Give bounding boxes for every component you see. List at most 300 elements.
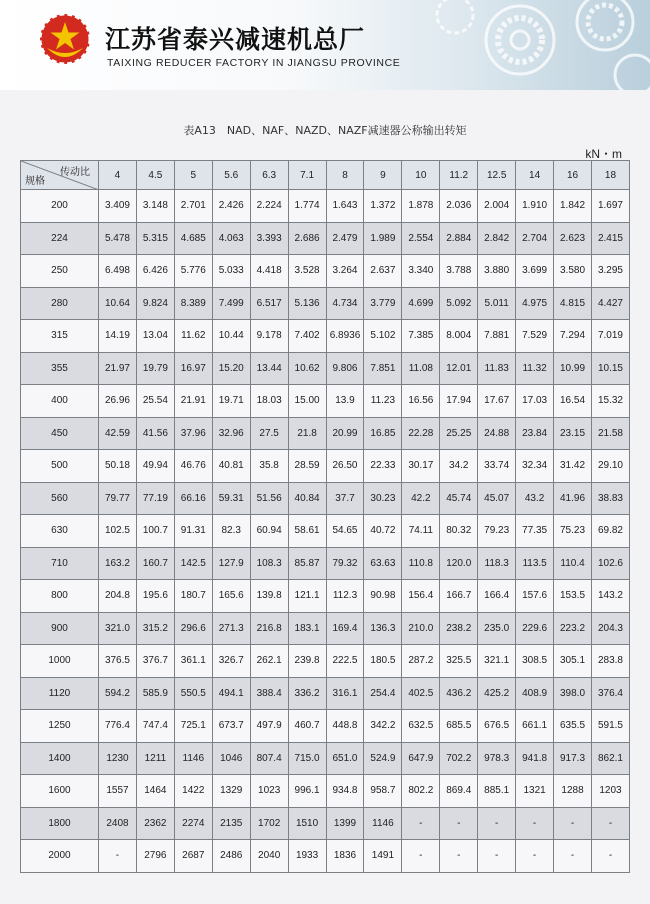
torque-value-cell: 180.5 <box>364 645 402 678</box>
torque-value-cell: 1329 <box>212 775 250 808</box>
torque-value-cell: 3.699 <box>516 255 554 288</box>
torque-value-cell: 1491 <box>364 840 402 873</box>
torque-value-cell: 524.9 <box>364 742 402 775</box>
ratio-column-header: 14 <box>516 161 554 190</box>
torque-value-cell: 3.788 <box>440 255 478 288</box>
spec-cell: 2000 <box>21 840 99 873</box>
torque-value-cell: 7.529 <box>516 320 554 353</box>
torque-value-cell: 1203 <box>591 775 629 808</box>
torque-value-cell: 90.98 <box>364 580 402 613</box>
torque-value-cell: 20.99 <box>326 417 364 450</box>
torque-value-cell: 1836 <box>326 840 364 873</box>
torque-value-cell: 376.7 <box>136 645 174 678</box>
torque-value-cell: 5.011 <box>478 287 516 320</box>
ratio-column-header: 8 <box>326 161 364 190</box>
torque-value-cell: 494.1 <box>212 677 250 710</box>
torque-value-cell: 1046 <box>212 742 250 775</box>
torque-value-cell: 8.389 <box>174 287 212 320</box>
torque-value-cell: 7.019 <box>591 320 629 353</box>
torque-value-cell: 996.1 <box>288 775 326 808</box>
torque-value-cell: 15.20 <box>212 352 250 385</box>
torque-value-cell: 46.76 <box>174 450 212 483</box>
torque-value-cell: 2135 <box>212 807 250 840</box>
torque-value-cell: 30.23 <box>364 482 402 515</box>
table-body <box>21 190 630 873</box>
torque-value-cell: 127.9 <box>212 547 250 580</box>
torque-value-cell: 5.315 <box>136 222 174 255</box>
torque-value-cell: 7.851 <box>364 352 402 385</box>
torque-value-cell: 1.643 <box>326 190 364 223</box>
torque-value-cell: 204.8 <box>99 580 137 613</box>
torque-value-cell: 1422 <box>174 775 212 808</box>
torque-value-cell: 3.340 <box>402 255 440 288</box>
torque-value-cell: 80.32 <box>440 515 478 548</box>
torque-value-cell: 27.5 <box>250 417 288 450</box>
torque-value-cell: 7.499 <box>212 287 250 320</box>
torque-value-cell: 325.5 <box>440 645 478 678</box>
torque-value-cell: 229.6 <box>516 612 554 645</box>
torque-value-cell: 673.7 <box>212 710 250 743</box>
torque-value-cell: 19.79 <box>136 352 174 385</box>
spec-cell: 500 <box>21 450 99 483</box>
torque-value-cell: - <box>478 807 516 840</box>
torque-value-cell: 1.878 <box>402 190 440 223</box>
spec-cell: 1600 <box>21 775 99 808</box>
torque-value-cell: 3.528 <box>288 255 326 288</box>
torque-value-cell: 25.25 <box>440 417 478 450</box>
table-row <box>21 677 630 710</box>
torque-value-cell: 594.2 <box>99 677 137 710</box>
torque-value-cell: 17.67 <box>478 385 516 418</box>
torque-value-cell: 166.4 <box>478 580 516 613</box>
torque-value-cell: 635.5 <box>554 710 592 743</box>
torque-value-cell: 21.58 <box>591 417 629 450</box>
torque-value-cell: 1702 <box>250 807 288 840</box>
torque-value-cell: 9.178 <box>250 320 288 353</box>
torque-value-cell: 802.2 <box>402 775 440 808</box>
torque-value-cell: 3.295 <box>591 255 629 288</box>
torque-value-cell: 685.5 <box>440 710 478 743</box>
torque-value-cell: - <box>554 807 592 840</box>
torque-value-cell: 169.4 <box>326 612 364 645</box>
torque-value-cell: 591.5 <box>591 710 629 743</box>
torque-value-cell: 22.28 <box>402 417 440 450</box>
torque-value-cell: 661.1 <box>516 710 554 743</box>
ratio-column-header: 10 <box>402 161 440 190</box>
torque-value-cell: 388.4 <box>250 677 288 710</box>
torque-value-cell: 121.1 <box>288 580 326 613</box>
torque-value-cell: 8.004 <box>440 320 478 353</box>
torque-value-cell: 460.7 <box>288 710 326 743</box>
spec-cell: 224 <box>21 222 99 255</box>
torque-value-cell: 9.824 <box>136 287 174 320</box>
torque-value-cell: 3.148 <box>136 190 174 223</box>
torque-value-cell: 21.8 <box>288 417 326 450</box>
table-row <box>21 417 630 450</box>
spec-cell: 800 <box>21 580 99 613</box>
torque-value-cell: 676.5 <box>478 710 516 743</box>
torque-value-cell: 10.15 <box>591 352 629 385</box>
torque-value-cell: 436.2 <box>440 677 478 710</box>
torque-value-cell: 2040 <box>250 840 288 873</box>
torque-value-cell: 16.85 <box>364 417 402 450</box>
torque-value-cell: 2.004 <box>478 190 516 223</box>
table-row <box>21 287 630 320</box>
torque-value-cell: 3.264 <box>326 255 364 288</box>
torque-value-cell: 321.0 <box>99 612 137 645</box>
torque-value-cell: 2.426 <box>212 190 250 223</box>
torque-value-cell: 136.3 <box>364 612 402 645</box>
table-row <box>21 840 630 873</box>
torque-value-cell: 91.31 <box>174 515 212 548</box>
ratio-column-header: 4 <box>99 161 137 190</box>
torque-value-cell: 1.910 <box>516 190 554 223</box>
torque-value-cell: 210.0 <box>402 612 440 645</box>
torque-value-cell: 204.3 <box>591 612 629 645</box>
torque-value-cell: 321.1 <box>478 645 516 678</box>
torque-value-cell: 163.2 <box>99 547 137 580</box>
torque-value-cell: 118.3 <box>478 547 516 580</box>
ratio-column-header: 5.6 <box>212 161 250 190</box>
torque-value-cell: 51.56 <box>250 482 288 515</box>
torque-value-cell: 6.517 <box>250 287 288 320</box>
torque-value-cell: 497.9 <box>250 710 288 743</box>
torque-value-cell: - <box>440 840 478 873</box>
torque-value-cell: 1023 <box>250 775 288 808</box>
spec-cell: 630 <box>21 515 99 548</box>
torque-value-cell: 142.5 <box>174 547 212 580</box>
torque-value-cell: 7.881 <box>478 320 516 353</box>
torque-value-cell: 3.880 <box>478 255 516 288</box>
torque-value-cell: 326.7 <box>212 645 250 678</box>
torque-value-cell: 42.59 <box>99 417 137 450</box>
torque-value-cell: 74.11 <box>402 515 440 548</box>
torque-value-cell: 31.42 <box>554 450 592 483</box>
torque-value-cell: 112.3 <box>326 580 364 613</box>
torque-value-cell: 79.23 <box>478 515 516 548</box>
torque-value-cell: 166.7 <box>440 580 478 613</box>
torque-value-cell: 37.7 <box>326 482 364 515</box>
torque-value-cell: 16.56 <box>402 385 440 418</box>
torque-value-cell: - <box>516 840 554 873</box>
ratio-column-header: 9 <box>364 161 402 190</box>
torque-value-cell: 550.5 <box>174 677 212 710</box>
torque-value-cell: 32.96 <box>212 417 250 450</box>
torque-value-cell: 2.479 <box>326 222 364 255</box>
spec-cell: 280 <box>21 287 99 320</box>
torque-value-cell: 1146 <box>364 807 402 840</box>
torque-value-cell: 32.34 <box>516 450 554 483</box>
torque-value-cell: 17.03 <box>516 385 554 418</box>
torque-value-cell: 25.54 <box>136 385 174 418</box>
torque-value-cell: 1.372 <box>364 190 402 223</box>
torque-value-cell: 941.8 <box>516 742 554 775</box>
torque-value-cell: 2362 <box>136 807 174 840</box>
torque-value-cell: 869.4 <box>440 775 478 808</box>
torque-value-cell: 42.2 <box>402 482 440 515</box>
spec-cell: 250 <box>21 255 99 288</box>
torque-value-cell: 45.07 <box>478 482 516 515</box>
table-row <box>21 580 630 613</box>
spec-cell: 315 <box>21 320 99 353</box>
torque-value-cell: 4.685 <box>174 222 212 255</box>
torque-value-cell: 7.402 <box>288 320 326 353</box>
torque-value-cell: 21.91 <box>174 385 212 418</box>
torque-value-cell: 651.0 <box>326 742 364 775</box>
torque-value-cell: 60.94 <box>250 515 288 548</box>
torque-value-cell: 40.84 <box>288 482 326 515</box>
torque-value-cell: 336.2 <box>288 677 326 710</box>
torque-value-cell: 2.842 <box>478 222 516 255</box>
spec-cell: 200 <box>21 190 99 223</box>
torque-value-cell: 160.7 <box>136 547 174 580</box>
torque-value-cell: 262.1 <box>250 645 288 678</box>
torque-value-cell: 58.61 <box>288 515 326 548</box>
torque-value-cell: 376.5 <box>99 645 137 678</box>
torque-value-cell: 807.4 <box>250 742 288 775</box>
torque-value-cell: 17.94 <box>440 385 478 418</box>
torque-value-cell: 2796 <box>136 840 174 873</box>
table-row <box>21 320 630 353</box>
spec-cell: 900 <box>21 612 99 645</box>
torque-value-cell: 77.19 <box>136 482 174 515</box>
torque-value-cell: 11.23 <box>364 385 402 418</box>
torque-value-cell: 33.74 <box>478 450 516 483</box>
torque-value-cell: 425.2 <box>478 677 516 710</box>
torque-value-cell: 1464 <box>136 775 174 808</box>
torque-value-cell: 235.0 <box>478 612 516 645</box>
torque-value-cell: - <box>402 840 440 873</box>
torque-value-cell: 6.8936 <box>326 320 364 353</box>
torque-value-cell: 702.2 <box>440 742 478 775</box>
torque-value-cell: 14.19 <box>99 320 137 353</box>
torque-value-cell: 37.96 <box>174 417 212 450</box>
torque-value-cell: 1230 <box>99 742 137 775</box>
corner-header-cell <box>21 161 99 190</box>
torque-value-cell: 11.08 <box>402 352 440 385</box>
torque-value-cell: 13.9 <box>326 385 364 418</box>
table-row <box>21 352 630 385</box>
spec-cell: 1400 <box>21 742 99 775</box>
torque-value-cell: 1.989 <box>364 222 402 255</box>
torque-value-cell: 85.87 <box>288 547 326 580</box>
torque-value-cell: 361.1 <box>174 645 212 678</box>
torque-value-cell: 66.16 <box>174 482 212 515</box>
torque-value-cell: 917.3 <box>554 742 592 775</box>
torque-value-cell: 69.82 <box>591 515 629 548</box>
torque-value-cell: 296.6 <box>174 612 212 645</box>
page-header <box>0 0 650 90</box>
torque-value-cell: 54.65 <box>326 515 364 548</box>
table-row <box>21 450 630 483</box>
torque-value-cell: 402.5 <box>402 677 440 710</box>
torque-value-cell: - <box>99 840 137 873</box>
torque-value-cell: 776.4 <box>99 710 137 743</box>
torque-value-cell: 287.2 <box>402 645 440 678</box>
torque-value-cell: 1.697 <box>591 190 629 223</box>
table-row <box>21 775 630 808</box>
torque-value-cell: 108.3 <box>250 547 288 580</box>
torque-value-cell: 26.50 <box>326 450 364 483</box>
torque-value-cell: 79.77 <box>99 482 137 515</box>
torque-value-cell: 139.8 <box>250 580 288 613</box>
torque-value-cell: - <box>516 807 554 840</box>
table-row <box>21 742 630 775</box>
torque-value-cell: 2.623 <box>554 222 592 255</box>
torque-value-cell: 10.62 <box>288 352 326 385</box>
torque-value-cell: 24.88 <box>478 417 516 450</box>
torque-value-cell: 2408 <box>99 807 137 840</box>
torque-value-cell: 223.2 <box>554 612 592 645</box>
company-name-en: TAIXING REDUCER FACTORY IN JIANGSU PROVINCE <box>107 57 401 69</box>
torque-value-cell: 5.092 <box>440 287 478 320</box>
torque-value-cell: 165.6 <box>212 580 250 613</box>
torque-value-cell: 153.5 <box>554 580 592 613</box>
torque-value-cell: 647.9 <box>402 742 440 775</box>
torque-value-cell: 110.8 <box>402 547 440 580</box>
torque-value-cell: 308.5 <box>516 645 554 678</box>
torque-value-cell: 7.385 <box>402 320 440 353</box>
torque-value-cell: 102.5 <box>99 515 137 548</box>
ratio-column-header: 18 <box>591 161 629 190</box>
torque-value-cell: 11.83 <box>478 352 516 385</box>
torque-value-cell: 10.64 <box>99 287 137 320</box>
torque-value-cell: - <box>402 807 440 840</box>
torque-value-cell: 157.6 <box>516 580 554 613</box>
spec-cell: 710 <box>21 547 99 580</box>
torque-value-cell: 5.102 <box>364 320 402 353</box>
torque-value-cell: 747.4 <box>136 710 174 743</box>
torque-value-cell: - <box>554 840 592 873</box>
torque-value-cell: 2.637 <box>364 255 402 288</box>
torque-value-cell: 305.1 <box>554 645 592 678</box>
spec-cell: 355 <box>21 352 99 385</box>
torque-value-cell: 222.5 <box>326 645 364 678</box>
torque-value-cell: 315.2 <box>136 612 174 645</box>
torque-value-cell: 11.62 <box>174 320 212 353</box>
ratio-column-header: 12.5 <box>478 161 516 190</box>
torque-table <box>20 160 630 873</box>
spec-cell: 1120 <box>21 677 99 710</box>
company-name-cn: 江苏省泰兴减速机总厂 <box>105 25 366 54</box>
torque-value-cell: 283.8 <box>591 645 629 678</box>
spec-header-label: 规格 <box>25 176 45 187</box>
torque-value-cell: 4.975 <box>516 287 554 320</box>
torque-value-cell: 40.72 <box>364 515 402 548</box>
torque-value-cell: 3.409 <box>99 190 137 223</box>
torque-value-cell: 715.0 <box>288 742 326 775</box>
torque-value-cell: 11.32 <box>516 352 554 385</box>
torque-value-cell: 4.427 <box>591 287 629 320</box>
ratio-column-header: 7.1 <box>288 161 326 190</box>
torque-value-cell: 113.5 <box>516 547 554 580</box>
torque-value-cell: 2486 <box>212 840 250 873</box>
torque-value-cell: 2.701 <box>174 190 212 223</box>
torque-value-cell: 156.4 <box>402 580 440 613</box>
spec-cell: 450 <box>21 417 99 450</box>
torque-value-cell: 13.04 <box>136 320 174 353</box>
torque-value-cell: 4.063 <box>212 222 250 255</box>
torque-value-cell: 183.1 <box>288 612 326 645</box>
torque-value-cell: 7.294 <box>554 320 592 353</box>
torque-value-cell: 34.2 <box>440 450 478 483</box>
torque-value-cell: 216.8 <box>250 612 288 645</box>
company-logo-icon <box>38 12 92 66</box>
torque-value-cell: 885.1 <box>478 775 516 808</box>
torque-value-cell: 725.1 <box>174 710 212 743</box>
torque-value-cell: 585.9 <box>136 677 174 710</box>
torque-value-cell: 102.6 <box>591 547 629 580</box>
torque-value-cell: 16.54 <box>554 385 592 418</box>
ratio-column-header: 4.5 <box>136 161 174 190</box>
table-row <box>21 547 630 580</box>
ratio-header-label: 传动比 <box>60 167 90 178</box>
table-row <box>21 482 630 515</box>
torque-value-cell: 4.699 <box>402 287 440 320</box>
torque-value-cell: 45.74 <box>440 482 478 515</box>
torque-value-cell: 254.4 <box>364 677 402 710</box>
torque-value-cell: 41.56 <box>136 417 174 450</box>
torque-value-cell: 29.10 <box>591 450 629 483</box>
torque-value-cell: 82.3 <box>212 515 250 548</box>
torque-value-cell: 316.1 <box>326 677 364 710</box>
torque-value-cell: 28.59 <box>288 450 326 483</box>
torque-value-cell: 50.18 <box>99 450 137 483</box>
torque-value-cell: 2.224 <box>250 190 288 223</box>
torque-value-cell: 239.8 <box>288 645 326 678</box>
torque-value-cell: 23.84 <box>516 417 554 450</box>
torque-value-cell: 5.478 <box>99 222 137 255</box>
torque-value-cell: 79.32 <box>326 547 364 580</box>
torque-value-cell: 398.0 <box>554 677 592 710</box>
table-row <box>21 222 630 255</box>
torque-value-cell: 1146 <box>174 742 212 775</box>
torque-value-cell: 632.5 <box>402 710 440 743</box>
torque-value-cell: 342.2 <box>364 710 402 743</box>
torque-value-cell: 195.6 <box>136 580 174 613</box>
table-row <box>21 255 630 288</box>
torque-value-cell: 448.8 <box>326 710 364 743</box>
torque-value-cell: 862.1 <box>591 742 629 775</box>
torque-value-cell: 15.32 <box>591 385 629 418</box>
torque-value-cell: 10.99 <box>554 352 592 385</box>
torque-value-cell: 38.83 <box>591 482 629 515</box>
torque-value-cell: 59.31 <box>212 482 250 515</box>
torque-value-cell: 120.0 <box>440 547 478 580</box>
torque-value-cell: 2.554 <box>402 222 440 255</box>
torque-value-cell: 63.63 <box>364 547 402 580</box>
torque-value-cell: 77.35 <box>516 515 554 548</box>
torque-value-cell: 110.4 <box>554 547 592 580</box>
torque-value-cell: 4.734 <box>326 287 364 320</box>
torque-value-cell: 5.776 <box>174 255 212 288</box>
torque-value-cell: 376.4 <box>591 677 629 710</box>
spec-cell: 1800 <box>21 807 99 840</box>
torque-value-cell: 2.415 <box>591 222 629 255</box>
torque-value-cell: 978.3 <box>478 742 516 775</box>
spec-cell: 400 <box>21 385 99 418</box>
table-row <box>21 807 630 840</box>
torque-value-cell: 41.96 <box>554 482 592 515</box>
torque-value-cell: 15.00 <box>288 385 326 418</box>
table-row <box>21 515 630 548</box>
torque-value-cell: 6.426 <box>136 255 174 288</box>
torque-value-cell: 238.2 <box>440 612 478 645</box>
torque-value-cell: 2.686 <box>288 222 326 255</box>
torque-value-cell: 271.3 <box>212 612 250 645</box>
torque-value-cell: 934.8 <box>326 775 364 808</box>
table-row <box>21 612 630 645</box>
